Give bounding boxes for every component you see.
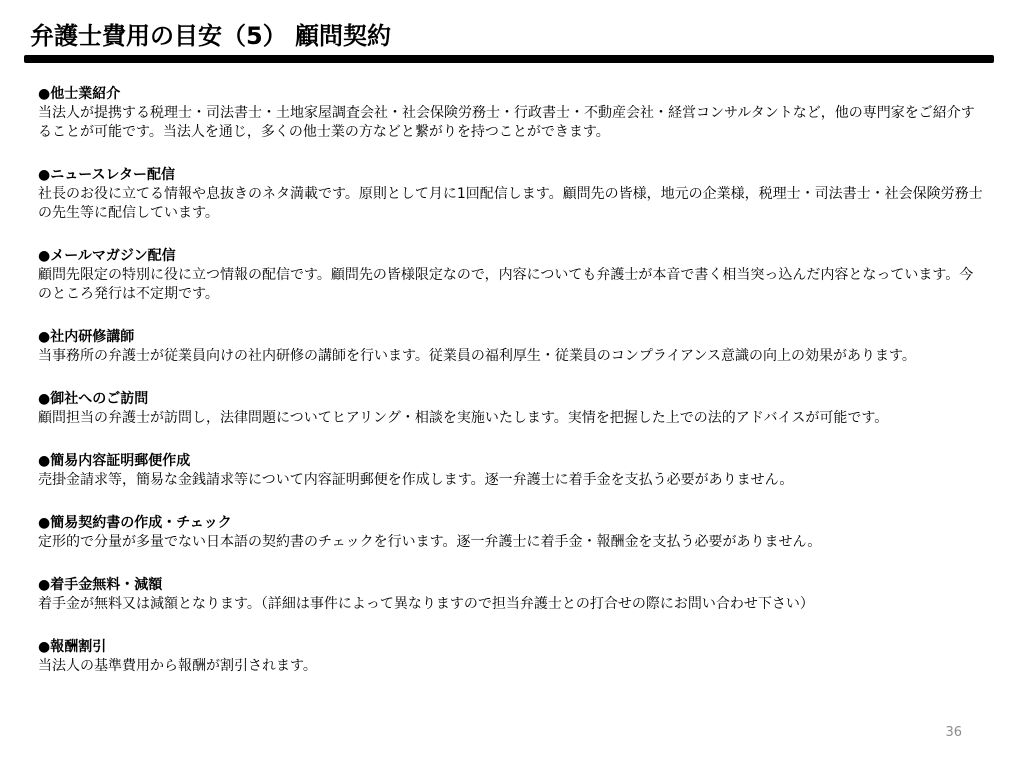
page-number: 36 xyxy=(945,725,962,740)
section-certified-mail xyxy=(38,451,988,490)
section-mail-magazine xyxy=(38,246,988,304)
section-body: 定形的で分量が多量でない日本語の契約書のチェックを行います。逐一弁護士に着手金・報酬金を支払う必要がありません。 xyxy=(38,534,822,550)
section-body: 顧問先限定の特別に役に立つ情報の配信です。顧問先の皆様限定なので，内容についても弁護士が本音で書く相当突っ込んだ内容となっています。今のところ発行は不定期です。 xyxy=(38,267,974,302)
section-heading: ●他士業紹介 xyxy=(38,86,121,102)
title-underline xyxy=(24,55,994,63)
section-body: 売掛金請求等，簡易な金銭請求等について内容証明郵便を作成します。逐一弁護士に着手金を支払う必要がありません。 xyxy=(38,472,794,488)
section-newsletter xyxy=(38,165,988,223)
section-fee-discount xyxy=(38,637,988,676)
section-heading: ●簡易内容証明郵便作成 xyxy=(38,453,191,469)
section-body: 当法人が提携する税理士・司法書士・土地家屋調査会社・社会保険労務士・行政書士・不動産会社・経営コンサルタントなど，他の専門家をご紹介することが可能です。当法人を通じ，多くの他士業の方などと繋がりを持つことができます。 xyxy=(38,105,975,140)
section-heading: ●メールマガジン配信 xyxy=(38,248,176,264)
section-referral xyxy=(38,84,988,142)
section-body: 当事務所の弁護士が従業員向けの社内研修の講師を行います。従業員の福利厚生・従業員のコンプライアンス意識の向上の効果があります。 xyxy=(38,348,916,364)
section-heading: ●御社へのご訪問 xyxy=(38,391,149,407)
section-body: 顧問担当の弁護士が訪問し，法律問題についてヒアリング・相談を実施いたします。実情を把握した上での法的アドバイスが可能です。 xyxy=(38,410,889,426)
section-heading: ●着手金無料・減額 xyxy=(38,577,163,593)
section-retainer-discount xyxy=(38,575,988,614)
section-body: 当法人の基準費用から報酬が割引されます。 xyxy=(38,658,317,674)
section-training xyxy=(38,327,988,366)
section-heading: ●簡易契約書の作成・チェック xyxy=(38,515,232,531)
section-body: 着手金が無料又は減額となります。（詳細は事件によって異なりますので担当弁護士との打合せの際にお問い合わせ下さい） xyxy=(38,596,814,612)
section-heading: ●ニュースレター配信 xyxy=(38,167,175,183)
section-heading: ●社内研修講師 xyxy=(38,329,135,345)
section-contract-check xyxy=(38,513,988,552)
section-body: 社長のお役に立てる情報や息抜きのネタ満載です。原則として月に1回配信します。顧問先の皆様，地元の企業様，税理士・司法書士・社会保険労務士の先生等に配信しています。 xyxy=(38,186,983,221)
slide-title: 弁護士費用の目安（5） 顧問契約 xyxy=(30,22,392,50)
section-heading: ●報酬割引 xyxy=(38,639,107,655)
service-list xyxy=(38,84,988,699)
section-visit xyxy=(38,389,988,428)
